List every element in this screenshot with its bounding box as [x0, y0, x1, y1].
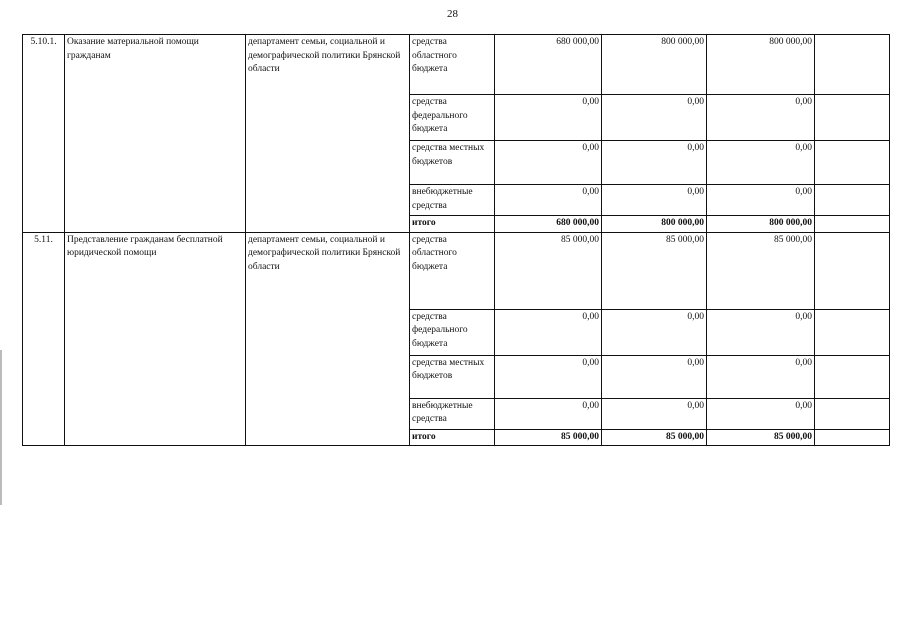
value-year-2: 0,00 [602, 398, 707, 429]
empty-cell [815, 309, 890, 355]
source-label: средства федерального бюджета [410, 309, 495, 355]
source-label: средства местных бюджетов [410, 141, 495, 185]
value-year-2: 0,00 [602, 309, 707, 355]
scan-edge-line [0, 350, 2, 505]
value-year-1: 0,00 [495, 141, 602, 185]
item-name: Представление гражданам бесплатной юридической помощи [65, 232, 246, 446]
page-number: 28 [447, 8, 458, 20]
value-year-2: 0,00 [602, 185, 707, 216]
value-year-3: 0,00 [707, 185, 815, 216]
value-year-2: 0,00 [602, 141, 707, 185]
empty-cell [815, 185, 890, 216]
value-year-2: 0,00 [602, 355, 707, 398]
value-year-2: 85 000,00 [602, 232, 707, 309]
source-label: средства федерального бюджета [410, 95, 495, 141]
empty-cell [815, 216, 890, 233]
value-year-1: 0,00 [495, 185, 602, 216]
value-year-3: 85 000,00 [707, 232, 815, 309]
source-label: итого [410, 216, 495, 233]
value-year-1: 85 000,00 [495, 429, 602, 446]
empty-cell [815, 398, 890, 429]
value-year-3: 0,00 [707, 309, 815, 355]
value-year-3: 0,00 [707, 355, 815, 398]
item-executor: департамент семьи, социальной и демографической политики Брянской области [246, 35, 410, 233]
value-year-1: 0,00 [495, 355, 602, 398]
source-label: внебюджетные средства [410, 398, 495, 429]
empty-cell [815, 355, 890, 398]
value-year-3: 800 000,00 [707, 35, 815, 95]
value-year-1: 680 000,00 [495, 216, 602, 233]
source-label: средства областного бюджета [410, 232, 495, 309]
item-number: 5.10.1. [23, 35, 65, 233]
value-year-3: 0,00 [707, 398, 815, 429]
empty-cell [815, 141, 890, 185]
empty-cell [815, 35, 890, 95]
item-name: Оказание материальной помощи гражданам [65, 35, 246, 233]
source-label: средства местных бюджетов [410, 355, 495, 398]
value-year-2: 0,00 [602, 95, 707, 141]
item-executor: департамент семьи, социальной и демографической политики Брянской области [246, 232, 410, 446]
value-year-1: 680 000,00 [495, 35, 602, 95]
empty-cell [815, 95, 890, 141]
value-year-1: 0,00 [495, 95, 602, 141]
value-year-1: 0,00 [495, 398, 602, 429]
value-year-2: 800 000,00 [602, 35, 707, 95]
source-label: внебюджетные средства [410, 185, 495, 216]
value-year-1: 0,00 [495, 309, 602, 355]
table-row [23, 35, 890, 95]
item-number: 5.11. [23, 232, 65, 446]
source-label: итого [410, 429, 495, 446]
value-year-2: 800 000,00 [602, 216, 707, 233]
value-year-3: 85 000,00 [707, 429, 815, 446]
empty-cell [815, 429, 890, 446]
table-row [23, 232, 890, 309]
value-year-2: 85 000,00 [602, 429, 707, 446]
value-year-1: 85 000,00 [495, 232, 602, 309]
empty-cell [815, 232, 890, 309]
source-label: средства областного бюджета [410, 35, 495, 95]
value-year-3: 800 000,00 [707, 216, 815, 233]
value-year-3: 0,00 [707, 95, 815, 141]
budget-table [22, 34, 890, 446]
value-year-3: 0,00 [707, 141, 815, 185]
